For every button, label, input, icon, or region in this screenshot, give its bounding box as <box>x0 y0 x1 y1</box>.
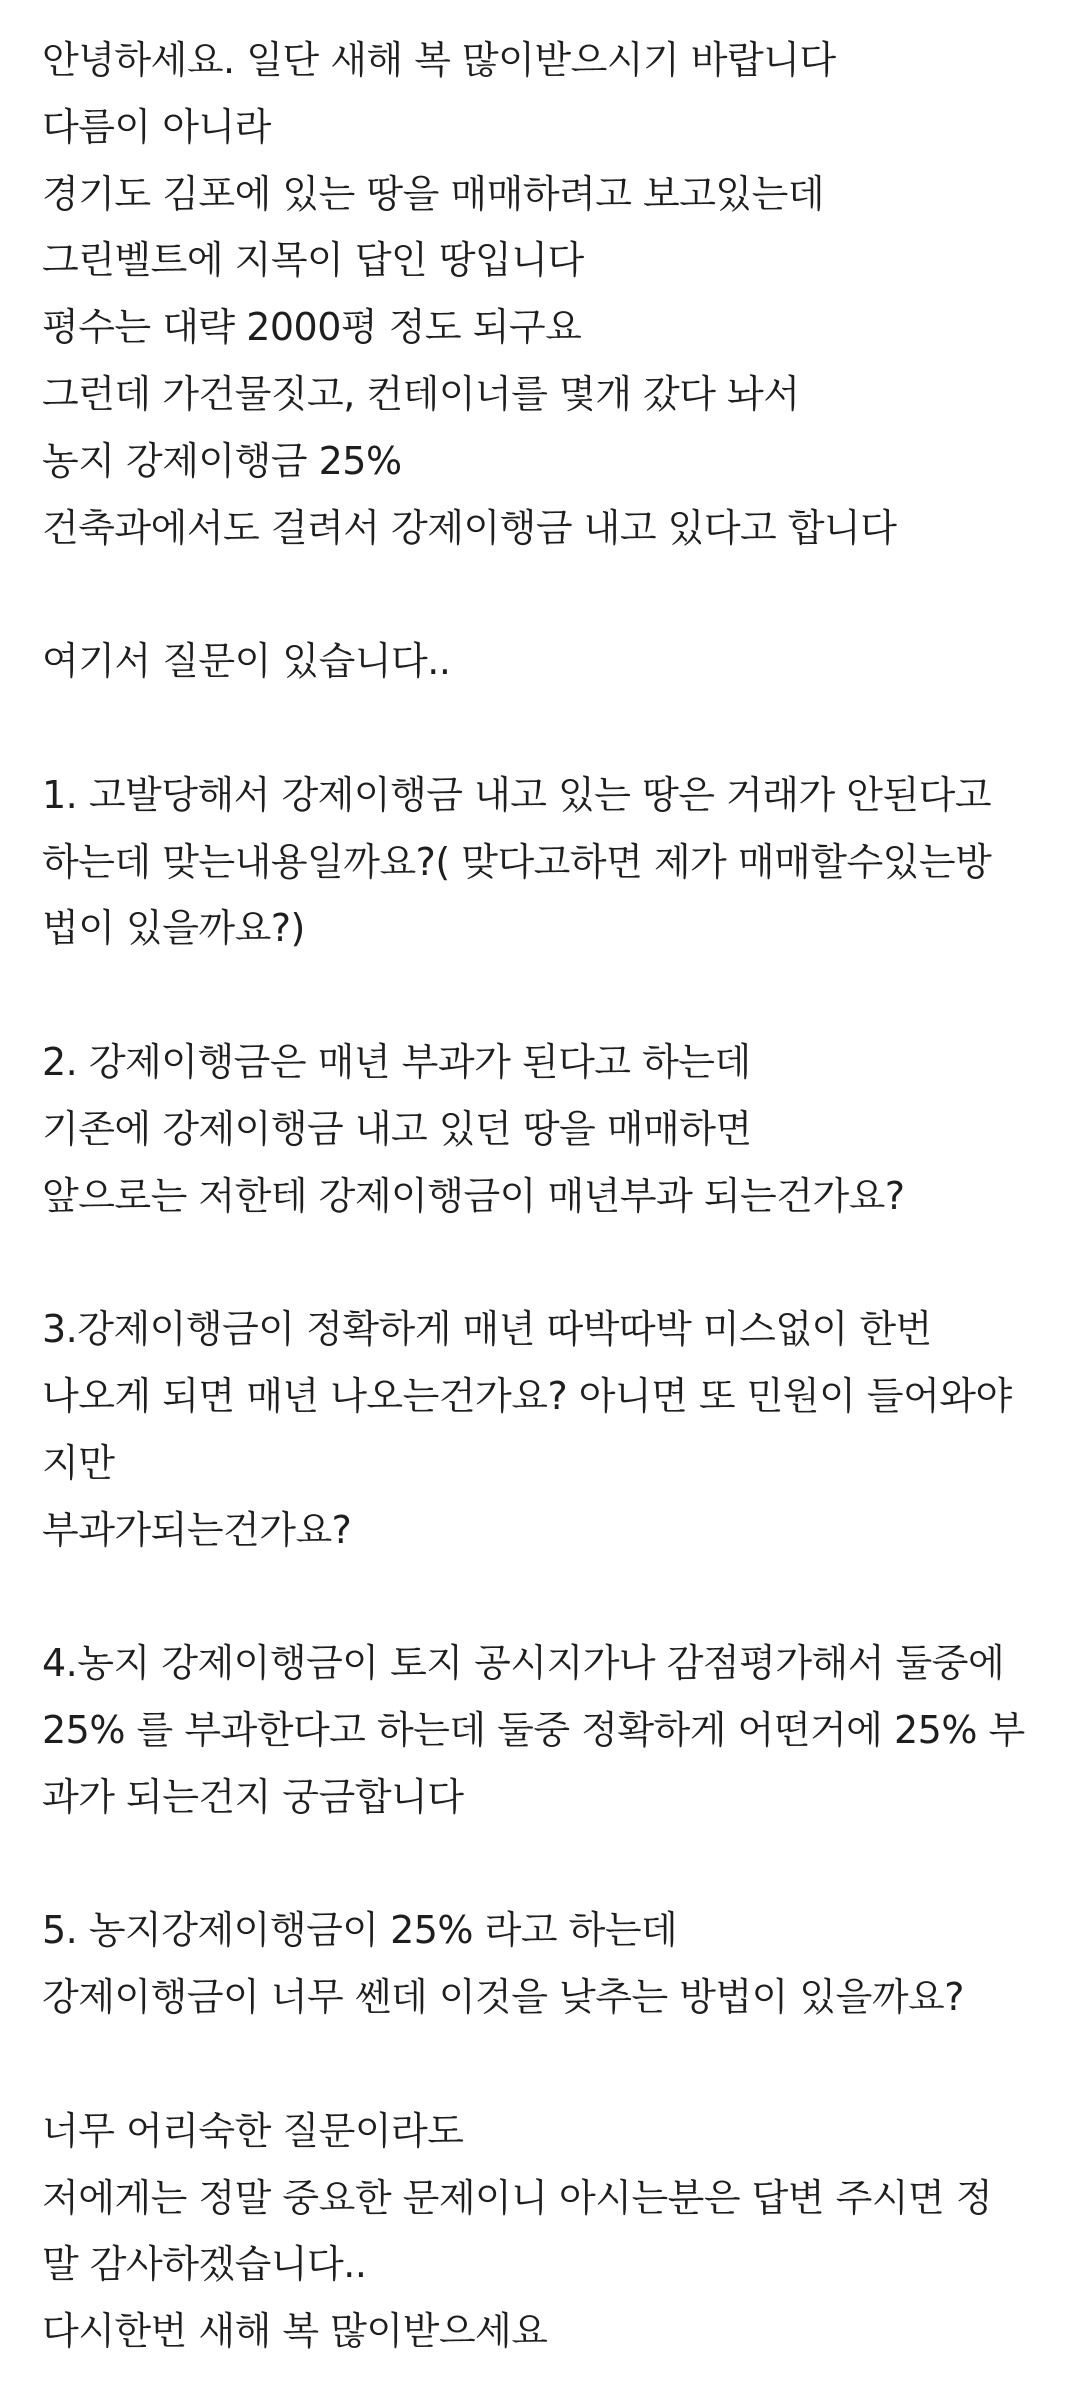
post-line: 하는데 맞는내용일까요?( 맞다고하면 제가 매매할수있는방 <box>42 839 992 884</box>
post-line: 2. 강제이행금은 매년 부과가 된다고 하는데 <box>42 1039 751 1084</box>
post-line: 그린벨트에 지목이 답인 땅입니다 <box>42 238 584 283</box>
post-line: 저에게는 정말 중요한 문제이니 아시는분은 답변 주시면 정 <box>42 2175 993 2220</box>
post-line: 다시한번 새해 복 많이받으세요 <box>42 2309 548 2354</box>
post-line <box>42 962 1042 1029</box>
post-line <box>42 2031 1042 2098</box>
post-line <box>42 1229 1042 1296</box>
post-line: 25% 를 부과한다고 하는데 둘중 정확하게 어떤거에 25% 부 <box>42 1707 1025 1752</box>
post-line <box>42 1563 1042 1630</box>
post-line: 농지 강제이행금 25% <box>42 438 402 483</box>
post-line: 5. 농지강제이행금이 25% 라고 하는데 <box>42 1908 678 1953</box>
post-line: 법이 있을까요?) <box>42 906 305 951</box>
post-line <box>42 561 1042 628</box>
post-line: 여기서 질문이 있습니다.. <box>42 639 451 684</box>
post-line: 강제이행금이 너무 쎈데 이것을 낮추는 방법이 있을까요? <box>42 1975 964 2020</box>
post-line: 다름이 아니라 <box>42 104 271 149</box>
post-line: 과가 되는건지 궁금합니다 <box>42 1774 464 1819</box>
post-line: 기존에 강제이행금 내고 있던 땅을 매매하면 <box>42 1106 752 1151</box>
post-line: 너무 어리숙한 질문이라도 <box>42 2108 464 2153</box>
post-line: 지만 <box>42 1440 115 1485</box>
post-line <box>42 695 1042 762</box>
post-line: 건축과에서도 걸려서 강제이행금 내고 있다고 합니다 <box>42 505 897 550</box>
post-line: 말 감사하겠습니다.. <box>42 2242 367 2287</box>
post-line: 4.농지 강제이행금이 토지 공시지가나 감점평가해서 둘중에 <box>42 1641 1005 1686</box>
post-line <box>42 1831 1042 1898</box>
post-line: 경기도 김포에 있는 땅을 매매하려고 보고있는데 <box>42 171 825 216</box>
post-line: 부과가되는건가요? <box>42 1507 352 1552</box>
post-line: 평수는 대략 2000평 정도 되구요 <box>42 305 582 350</box>
post-line: 그런데 가건물짓고, 컨테이너를 몇개 갔다 놔서 <box>42 371 800 416</box>
post-line: 3.강제이행금이 정확하게 매년 따박따박 미스없이 한번 <box>42 1307 932 1352</box>
post-body <box>42 27 1042 2365</box>
post-line: 안녕하세요. 일단 새해 복 많이받으시기 바랍니다 <box>42 38 836 82</box>
post-line: 나오게 되면 매년 나오는건가요? 아니면 또 민원이 들어와야 <box>42 1373 1012 1418</box>
post-line: 앞으로는 저한테 강제이행금이 매년부과 되는건가요? <box>42 1173 905 1218</box>
post-line: 1. 고발당해서 강제이행금 내고 있는 땅은 거래가 안된다고 <box>42 772 992 817</box>
